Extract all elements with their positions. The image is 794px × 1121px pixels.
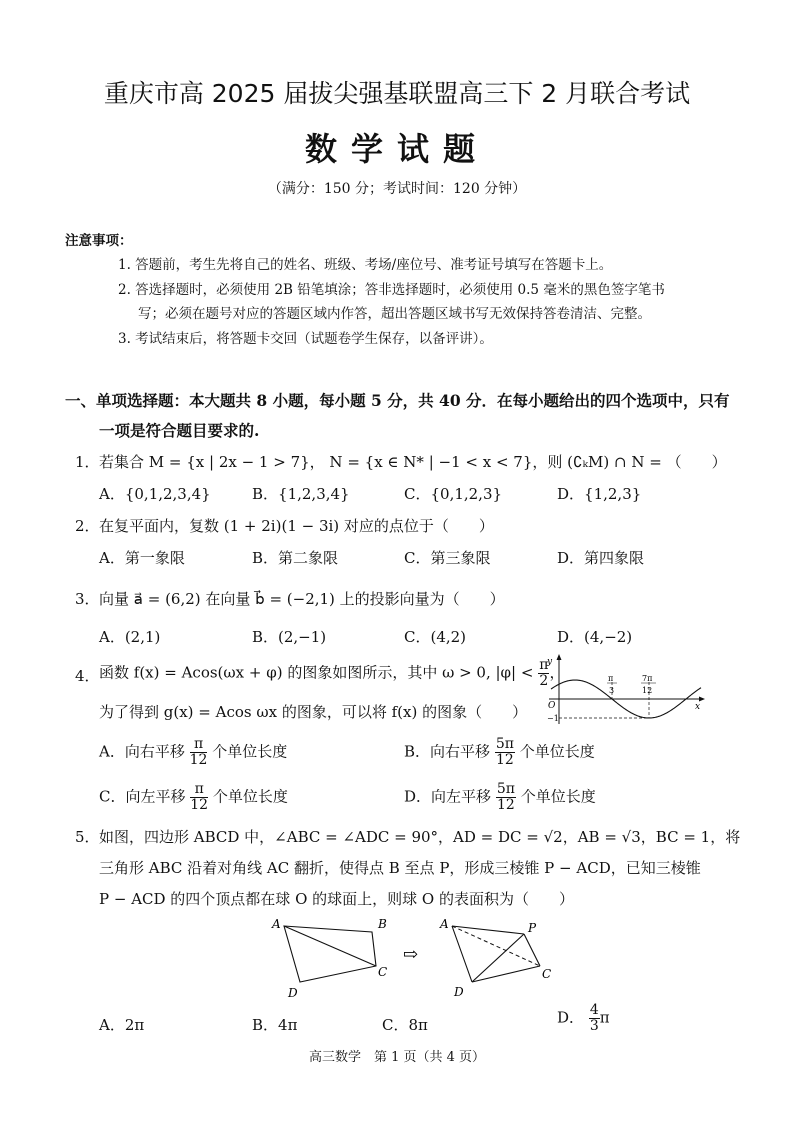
diagonal-ac bbox=[284, 926, 376, 966]
q5-option-a: A．2π bbox=[99, 1016, 145, 1034]
q1-option-a: A．{0,1,2,3,4} bbox=[99, 485, 211, 503]
q4-option-c-pre: C．向左平移 bbox=[99, 787, 186, 806]
q4-option-c-post: 个单位长度 bbox=[212, 787, 288, 806]
notice-item-3: 3. 考试结束后，将答题卡交回（试题卷学生保存，以备评讲）。 bbox=[118, 331, 493, 347]
q4-option-a-frac bbox=[190, 737, 208, 768]
q3-number: 3． bbox=[75, 590, 100, 608]
q5-option-d-pre: D． bbox=[557, 1008, 585, 1027]
edge-ap bbox=[452, 926, 524, 934]
notice-item-2: 2. 答选择题时，必须使用 2B 铅笔填涂；答非选择题时，必须使用 0.5 毫米的黑色签字笔书 bbox=[118, 282, 665, 298]
edge-pd bbox=[472, 934, 524, 982]
q1-number: 1． bbox=[75, 453, 100, 471]
q1-stem: 若集合 M = {x | 2x − 1 > 7}， N = {x ∈ N* | −1 < x < 7}，则 (∁ₖM) ∩ N = （ ） bbox=[99, 453, 727, 471]
q4-number: 4． bbox=[75, 667, 100, 685]
q4-option-a-post: 个单位长度 bbox=[212, 742, 288, 761]
q4-stem-text: 函数 f(x) = Acos(ωx + φ) 的图象如图所示，其中 ω > 0, |φ| < bbox=[99, 663, 534, 682]
q1-option-c: C．{0,1,2,3} bbox=[404, 485, 503, 503]
q1-option-b: B．{1,2,3,4} bbox=[252, 485, 350, 503]
q4-option-a-pre: A．向右平移 bbox=[99, 742, 185, 761]
q4-option-b-post: 个单位长度 bbox=[519, 742, 595, 761]
left-label-a: A bbox=[272, 917, 281, 931]
section-heading-cont: 一项是符合题目要求的. bbox=[99, 421, 260, 440]
q2-number: 2． bbox=[75, 517, 100, 535]
q3-option-b: B．(2,−1) bbox=[252, 628, 327, 646]
q5-option-b: B．4π bbox=[252, 1016, 298, 1034]
q4-option-c-num: π bbox=[190, 782, 208, 798]
right-label-p: P bbox=[528, 921, 537, 935]
q5-stem-line3: P − ACD 的四个顶点都在球 O 的球面上，则球 O 的表面积为（ ） bbox=[99, 890, 574, 908]
q4-option-d-pre: D．向左平移 bbox=[404, 787, 492, 806]
q4-option-a-den: 12 bbox=[189, 752, 208, 768]
page-footer: 高三数学 第 1 页（共 4 页） bbox=[308, 1050, 486, 1065]
q5-stem-line2: 三角形 ABC 沿着对角线 AC 翻折，使得点 B 至点 P，形成三棱锥 P − ACD，已知三棱锥 bbox=[99, 859, 701, 877]
q4-stem-line1 bbox=[99, 658, 564, 689]
x-axis-label: x bbox=[695, 702, 701, 712]
tick2-num: 7π bbox=[642, 674, 653, 683]
subject-title: 数学试题 bbox=[304, 130, 489, 168]
q2-option-a: A．第一象限 bbox=[99, 549, 185, 567]
q4-option-b bbox=[404, 737, 595, 768]
y-axis-label: y bbox=[547, 657, 553, 667]
q2-option-d: D．第四象限 bbox=[557, 549, 645, 567]
neg-one-label: −1 bbox=[547, 714, 559, 723]
q5-stem-line1: 如图，四边形 ABCD 中，∠ABC = ∠ADC = 90°，AD = DC = √2，AB = √3，BC = 1，将 bbox=[99, 828, 741, 846]
q3-stem: 向量 a⃗ = (6,2) 在向量 b⃗ = (−2,1) 上的投影向量为（ ） bbox=[99, 590, 505, 608]
q4-option-d-frac bbox=[496, 782, 516, 813]
q4-option-a bbox=[99, 737, 287, 768]
q5-option-c: C．8π bbox=[382, 1016, 428, 1034]
right-label-c: C bbox=[542, 967, 552, 981]
q4-option-b-den: 12 bbox=[495, 752, 514, 768]
q4-option-d-num: 5π bbox=[496, 781, 515, 797]
exam-title: 重庆市高 2025 届拔尖强基联盟高三下 2 月联合考试 bbox=[103, 79, 691, 108]
tick1-den: 3 bbox=[609, 686, 615, 695]
q4-cosine-graph bbox=[545, 652, 710, 727]
left-label-d: D bbox=[288, 986, 298, 1000]
y-axis-arrow bbox=[557, 654, 562, 660]
q2-option-b: B．第二象限 bbox=[252, 549, 339, 567]
section-heading: 一、单项选择题：本大题共 8 小题，每小题 5 分，共 40 分．在每小题给出的四个选项中，只有 bbox=[65, 391, 730, 410]
edge-dc bbox=[472, 966, 540, 982]
q4-option-b-frac bbox=[495, 737, 515, 768]
edge-ad bbox=[452, 926, 472, 982]
q5-option-d bbox=[557, 1003, 610, 1034]
q5-option-d-post: π bbox=[599, 1008, 610, 1027]
q4-option-c bbox=[99, 782, 288, 813]
tick2-den: 12 bbox=[642, 686, 653, 695]
q4-stem-comma: ， bbox=[549, 663, 565, 682]
q4-option-c-frac bbox=[190, 782, 208, 813]
x-axis-arrow bbox=[699, 697, 705, 702]
q4-option-d-post: 个单位长度 bbox=[520, 787, 596, 806]
notice-heading: 注意事项： bbox=[65, 233, 133, 249]
q2-stem: 在复平面内，复数 (1 + 2i)(1 − 3i) 对应的点位于（ ） bbox=[99, 517, 494, 535]
q3-option-c: C．(4,2) bbox=[404, 628, 467, 646]
q2-option-c: C．第三象限 bbox=[404, 549, 491, 567]
left-label-b: B bbox=[378, 917, 387, 931]
fold-arrow-icon: ⇨ bbox=[403, 944, 419, 965]
q3-option-d: D．(4,−2) bbox=[557, 628, 633, 646]
q4-option-c-den: 12 bbox=[190, 797, 209, 813]
q4-option-b-num: 5π bbox=[495, 736, 514, 752]
q3-option-a: A．(2,1) bbox=[99, 628, 161, 646]
q4-frac-den: 2 bbox=[539, 673, 549, 689]
q4-frac-num: π bbox=[539, 657, 549, 673]
notice-item-2-cont: 写；必须在题号对应的答题区域内作答，超出答题区域书写无效保持答卷清洁、完整。 bbox=[138, 306, 651, 322]
q4-option-a-num: π bbox=[190, 737, 208, 753]
quadrilateral-abcd bbox=[284, 926, 376, 982]
q5-option-d-frac bbox=[589, 1003, 600, 1034]
origin-label: O bbox=[548, 701, 556, 711]
q5-option-d-num: 4 bbox=[589, 1002, 599, 1018]
q4-option-b-pre: B．向右平移 bbox=[404, 742, 491, 761]
right-label-d: D bbox=[454, 985, 464, 999]
exam-info: （满分：150 分；考试时间：120 分钟） bbox=[267, 181, 527, 197]
q1-option-d: D．{1,2,3} bbox=[557, 485, 642, 503]
tick1-num: π bbox=[608, 674, 614, 683]
q4-option-d-den: 12 bbox=[496, 797, 515, 813]
q4-stem-line2: 为了得到 g(x) = Acos ωx 的图象，可以将 f(x) 的图象（ ） bbox=[99, 703, 528, 721]
q5-number: 5． bbox=[75, 828, 100, 846]
q4-option-d bbox=[404, 782, 596, 813]
right-label-a: A bbox=[440, 917, 449, 931]
q5-folding-figure bbox=[268, 912, 568, 1004]
notice-item-1: 1. 答题前，考生先将自己的姓名、班级、考场/座位号、准考证号填写在答题卡上。 bbox=[118, 257, 613, 273]
edge-pc bbox=[524, 934, 540, 966]
left-label-c: C bbox=[378, 965, 388, 979]
q5-option-d-den: 3 bbox=[589, 1018, 599, 1034]
